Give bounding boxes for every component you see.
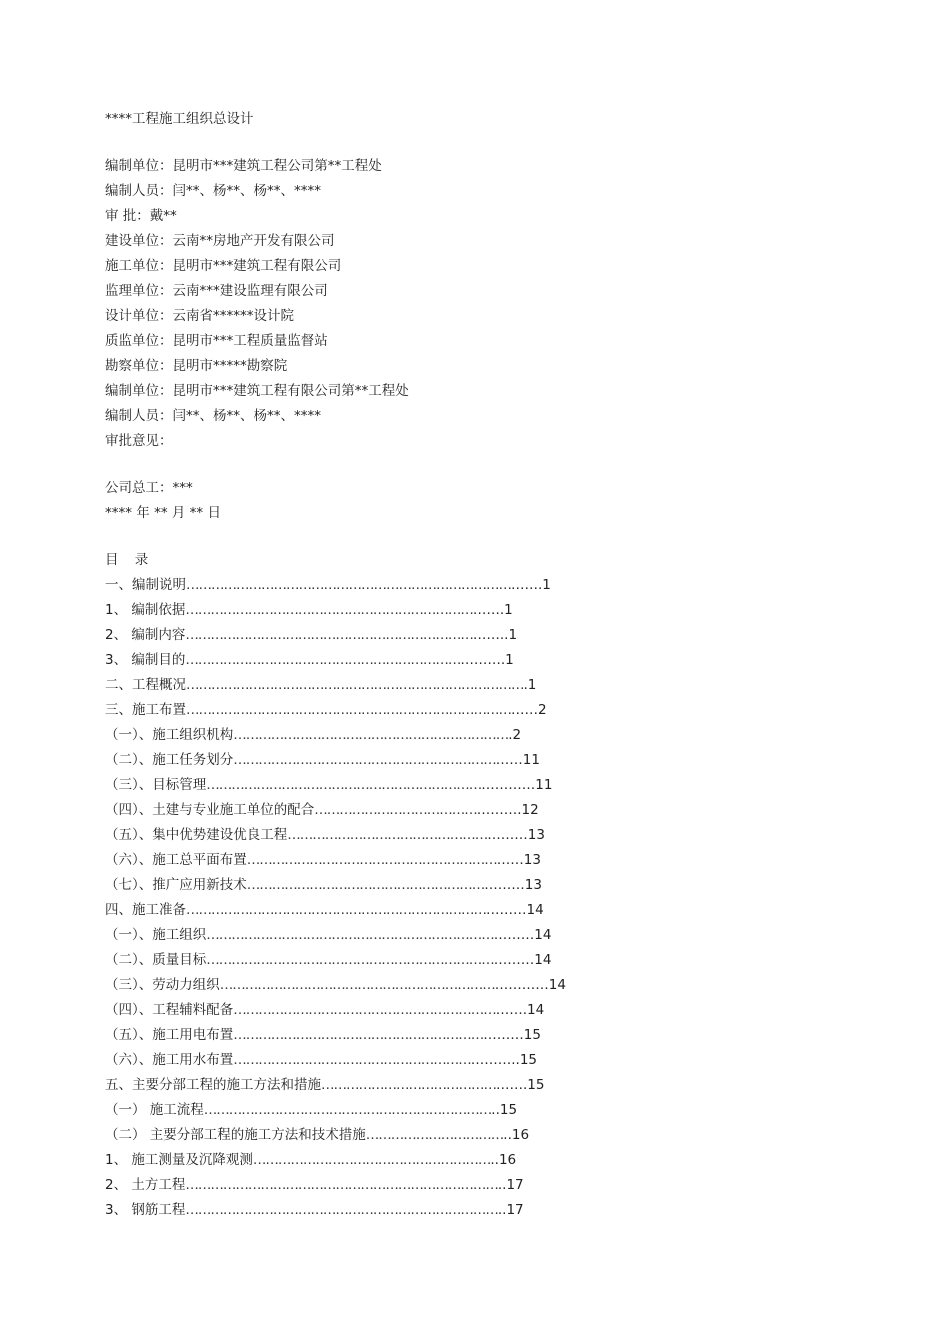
- toc-entry-label: （四）、土建与专业施工单位的配合: [105, 802, 315, 818]
- toc-entry-label: （五）、集中优势建设优良工程: [105, 827, 288, 843]
- toc-leader-dots: …………………………………………………………: [206, 777, 482, 793]
- info-line: 勘察单位：昆明市*****勘察院: [105, 358, 288, 374]
- toc-leader-dots: …………………………………………………………: [233, 727, 509, 743]
- toc-entry[interactable]: [105, 773, 865, 798]
- info-line: 审批意见：: [105, 433, 173, 449]
- toc-entry[interactable]: [105, 648, 865, 673]
- toc-page-number: ………13: [487, 827, 545, 843]
- toc-entry-label: 2、 编制内容: [105, 627, 186, 643]
- toc-leader-dots: ……………………………………………………………: [206, 952, 494, 968]
- toc-page-number: ……….1: [460, 652, 514, 668]
- toc-entry-label: 三、施工布置: [105, 702, 186, 718]
- toc-entry[interactable]: [105, 748, 865, 773]
- info-line: 监理单位：云南***建设监理有限公司: [105, 283, 328, 299]
- toc-page-number: …….15: [496, 1077, 545, 1093]
- toc-entry-label: （三）、目标管理: [105, 777, 207, 793]
- info-line: 编制人员：闫**、杨**、杨**、****: [105, 408, 321, 424]
- chief-engineer-line: 公司总工：***: [105, 480, 193, 496]
- toc-leader-dots: ……………………………………………………………: [185, 627, 473, 643]
- toc-page-number: ..17: [497, 1177, 524, 1193]
- toc-entry[interactable]: [105, 873, 865, 898]
- toc-leader-dots: ……………………………………………………………………: [186, 577, 511, 593]
- toc-entry-label: （三）、劳动力组织: [105, 977, 220, 993]
- toc-leader-dots: ………………………………………………………………………: [186, 677, 524, 693]
- info-line: 建设单位：云南**房地产开发有限公司: [105, 233, 335, 249]
- toc-page-number: …….1: [511, 577, 551, 593]
- info-line: 审 批：戴**: [105, 208, 177, 224]
- toc-entry[interactable]: [105, 998, 865, 1023]
- toc-entry[interactable]: [105, 573, 865, 598]
- toc-leader-dots: ……………………………………………………………: [206, 927, 494, 943]
- toc-leader-dots: ……………………………………………………………: [185, 602, 473, 618]
- toc-entry-label: （二）、质量目标: [105, 952, 207, 968]
- toc-entry[interactable]: [105, 1073, 865, 1098]
- toc-leader-dots: ………………………………………………………: [233, 1002, 496, 1018]
- toc-entry-label: （四）、工程辅料配备: [105, 1002, 234, 1018]
- toc-leader-dots: …………………………………………………: [233, 1052, 471, 1068]
- toc-entry[interactable]: [105, 1098, 865, 1123]
- toc-entry[interactable]: [105, 1123, 865, 1148]
- toc-entry[interactable]: [105, 623, 865, 648]
- table-of-contents: [105, 573, 865, 1223]
- toc-entry-label: （一）、施工组织机构: [105, 727, 234, 743]
- toc-leader-dots: …………………………………………………………………: [185, 1202, 498, 1218]
- toc-entry-label: （二）、施工任务划分: [105, 752, 234, 768]
- date-line: **** 年 ** 月 ** 日: [105, 505, 221, 521]
- toc-page-number: …………14: [494, 977, 566, 993]
- toc-entry[interactable]: [105, 698, 865, 723]
- info-line: 施工单位：昆明市***建筑工程有限公司: [105, 258, 342, 274]
- toc-entry[interactable]: [105, 823, 865, 848]
- toc-entry[interactable]: [105, 1023, 865, 1048]
- toc-page-number: ..15: [491, 1102, 518, 1118]
- info-line: 编制人员：闫**、杨**、杨**、****: [105, 183, 321, 199]
- toc-page-number: ………14: [493, 952, 552, 968]
- toc-page-number: ………15: [483, 1027, 541, 1043]
- toc-entry-label: （二） 主要分部工程的施工方法和技术措施: [105, 1127, 366, 1143]
- toc-entry-label: 1、 施工测量及沉降观测: [105, 1152, 253, 1168]
- info-line: 编制单位：昆明市***建筑工程有限公司第**工程处: [105, 383, 409, 399]
- toc-leader-dots: ……………………………: [365, 1127, 504, 1143]
- toc-page-number: …….14: [495, 1002, 545, 1018]
- toc-page-number: ………13: [484, 877, 542, 893]
- spacer: [105, 454, 865, 476]
- info-line: 设计单位：云南省******设计院: [105, 308, 294, 324]
- toc-leader-dots: …………………………………: [314, 802, 477, 818]
- toc-page-number: .2: [508, 727, 522, 743]
- toc-entry-label: 一、编制说明: [105, 577, 186, 593]
- toc-leader-dots: …………………………………………………………: [219, 977, 495, 993]
- toc-entry[interactable]: [105, 673, 865, 698]
- toc-entry[interactable]: [105, 898, 865, 923]
- toc-entry[interactable]: [105, 798, 865, 823]
- toc-entry[interactable]: [105, 1048, 865, 1073]
- toc-entry[interactable]: [105, 1198, 865, 1223]
- toc-page-number: ………14: [486, 902, 544, 918]
- info-line: 质监单位：昆明市***工程质量监督站: [105, 333, 328, 349]
- toc-leader-dots: ……………………………………: [321, 1077, 496, 1093]
- toc-entry[interactable]: [105, 598, 865, 623]
- toc-entry[interactable]: [105, 848, 865, 873]
- toc-page-number: .1: [523, 677, 537, 693]
- toc-leader-dots: …………………………………………: [287, 827, 488, 843]
- toc-entry-label: 二、工程概况: [105, 677, 186, 693]
- toc-leader-dots: ……………………………………………………………………: [186, 702, 511, 718]
- toc-page-number: ..16: [503, 1127, 530, 1143]
- toc-heading: 目 录: [105, 552, 155, 568]
- toc-entry[interactable]: [105, 1148, 865, 1173]
- toc-leader-dots: …………………………………………………………………: [185, 1177, 498, 1193]
- project-info-block: [105, 154, 865, 454]
- toc-entry-label: 2、 土方工程: [105, 1177, 186, 1193]
- toc-page-number: ………..15: [470, 1052, 538, 1068]
- toc-page-number: …………11: [481, 777, 553, 793]
- toc-entry[interactable]: [105, 948, 865, 973]
- toc-entry-label: （五）、施工用电布置: [105, 1027, 234, 1043]
- toc-entry-label: 四、施工准备: [105, 902, 186, 918]
- toc-page-number: ……….12: [476, 802, 539, 818]
- toc-entry[interactable]: [105, 1173, 865, 1198]
- document-title: ****工程施工组织总设计: [105, 111, 254, 127]
- toc-entry-label: （六）、施工用水布置: [105, 1052, 234, 1068]
- toc-page-number: ……11: [495, 752, 540, 768]
- toc-page-number: ……2: [511, 702, 547, 718]
- toc-leader-dots: …………………………………………………: [246, 877, 485, 893]
- toc-leader-dots: …………………………………………………………: [185, 652, 461, 668]
- document-body: [105, 107, 865, 1223]
- toc-entry[interactable]: [105, 973, 865, 998]
- toc-entry-label: （七）、推广应用新技术: [105, 877, 247, 893]
- toc-entry-label: 3、 钢筋工程: [105, 1202, 186, 1218]
- toc-page-number: ..16: [490, 1152, 517, 1168]
- toc-entry-label: 五、主要分部工程的施工方法和措施: [105, 1077, 321, 1093]
- toc-entry-label: （六）、施工总平面布置: [105, 852, 247, 868]
- toc-page-number: ..17: [497, 1202, 524, 1218]
- toc-entry-label: （一）、施工组织: [105, 927, 207, 943]
- toc-leader-dots: ………………………………………………………………: [186, 902, 486, 918]
- toc-page-number: …….1: [472, 602, 513, 618]
- toc-leader-dots: ………………………………………………………: [233, 752, 496, 768]
- info-line: 编制单位：昆明市***建筑工程公司第**工程处: [105, 158, 382, 174]
- toc-leader-dots: …………………………………………………: [252, 1152, 491, 1168]
- toc-entry[interactable]: [105, 923, 865, 948]
- spacer: [105, 526, 865, 548]
- toc-entry-label: 1、 编制依据: [105, 602, 186, 618]
- toc-leader-dots: ……………………………………………………: [233, 1027, 484, 1043]
- toc-leader-dots: ……………………………………………………: [246, 852, 497, 868]
- toc-page-number: ………14: [493, 927, 552, 943]
- toc-page-number: ……13: [496, 852, 541, 868]
- toc-entry-label: （一） 施工流程: [105, 1102, 204, 1118]
- toc-entry-label: 3、 编制目的: [105, 652, 186, 668]
- toc-leader-dots: ……………………………………………………………: [203, 1102, 492, 1118]
- toc-page-number: ……..1: [472, 627, 518, 643]
- toc-entry[interactable]: [105, 723, 865, 748]
